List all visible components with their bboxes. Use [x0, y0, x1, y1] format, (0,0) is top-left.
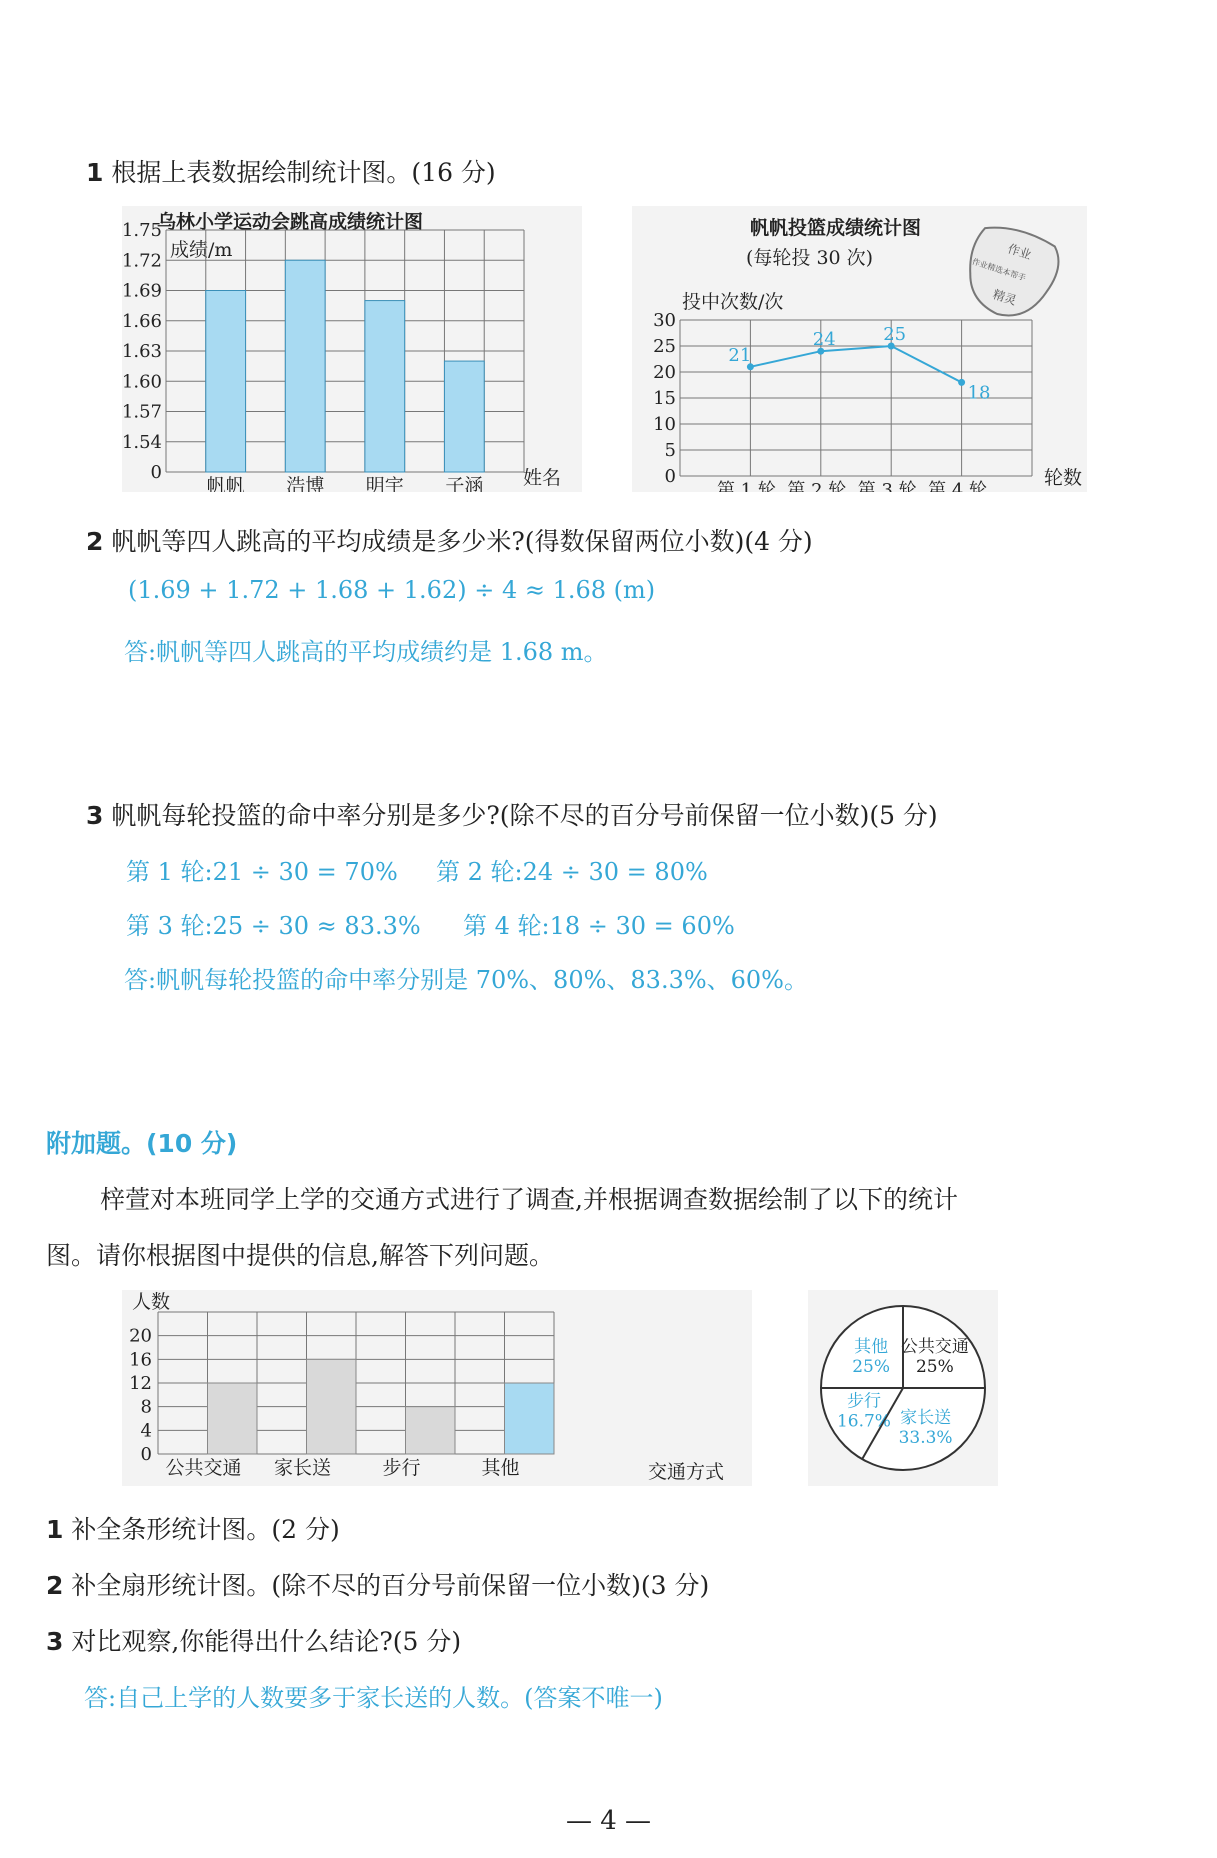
y-tick-label: 1.54 — [122, 431, 162, 453]
data-label: 18 — [967, 382, 991, 404]
sub-question-3 — [46, 1622, 461, 1658]
question-number: 1 — [86, 158, 104, 187]
x-tick-label: 帆帆 — [206, 475, 245, 492]
question-text: 对比观察,你能得出什么结论?(5 分) — [71, 1627, 462, 1656]
bar — [505, 1383, 555, 1454]
stamp-middle: 作业精选本帮手 — [970, 256, 1027, 283]
stamp-bottom: 精灵 — [991, 287, 1019, 308]
y-tick-label: 20 — [129, 1325, 152, 1347]
chart-title: 帆帆投篮成绩统计图 — [750, 217, 922, 239]
question-text: 帆帆每轮投篮的命中率分别是多少?(除不尽的百分号前保留一位小数)(5 分) — [111, 801, 938, 830]
y-tick-label: 25 — [653, 336, 676, 357]
question-number: 2 — [86, 527, 104, 556]
question-3 — [86, 796, 938, 832]
y-ticks — [653, 310, 676, 487]
y-tick-label: 10 — [653, 414, 676, 435]
answer-3-conclusion: 答:帆帆每轮投篮的命中率分别是 70%、80%、83.3%、60%。 — [124, 966, 808, 994]
series — [728, 324, 990, 403]
answer-extra-conclusion: 答:自己上学的人数要多于家长送的人数。(答案不唯一) — [84, 1684, 663, 1712]
x-ticks — [207, 475, 484, 492]
x-axis-label: 姓名 — [523, 467, 562, 489]
bar — [206, 291, 246, 473]
x-tick-label: 第 2 轮 — [787, 480, 847, 492]
bar — [307, 1359, 357, 1454]
y-tick-label: 12 — [129, 1373, 152, 1394]
page-number: — 4 — — [565, 1806, 652, 1836]
x-tick-label: 浩博 — [286, 475, 325, 492]
transport-bar-chart — [122, 1290, 752, 1486]
pie — [821, 1306, 985, 1470]
extra-heading: 附加题。(10 分) — [46, 1129, 238, 1158]
slice-label: 33.3% — [898, 1428, 953, 1449]
extra-intro-line-2: 图。请你根据图中提供的信息,解答下列问题。 — [46, 1241, 554, 1270]
chart-title: 乌林小学运动会跳高成绩统计图 — [157, 211, 424, 233]
y-tick-label: 15 — [653, 388, 676, 409]
stamp — [956, 219, 1065, 328]
y-ticks — [129, 1326, 152, 1465]
question-text: 补全扇形统计图。(除不尽的百分号前保留一位小数)(3 分) — [71, 1571, 710, 1600]
x-tick-label: 子涵 — [445, 475, 484, 492]
question-text: 补全条形统计图。(2 分) — [71, 1515, 340, 1544]
high-jump-chart — [122, 206, 582, 492]
y-tick-label: 1.75 — [122, 220, 162, 241]
answer-2-calculation: (1.69 + 1.72 + 1.68 + 1.62) ÷ 4 ≈ 1.68 (m) — [128, 576, 656, 604]
answer-3-round-3: 第 3 轮:25 ÷ 30 ≈ 83.3% — [126, 912, 421, 940]
x-tick-label: 步行 — [382, 1457, 421, 1479]
y-tick-label: 1.69 — [122, 280, 162, 302]
x-tick-label: 公共交通 — [165, 1457, 242, 1479]
answer-3-round-1: 第 1 轮:21 ÷ 30 = 70% — [126, 858, 398, 886]
shooting-chart — [632, 206, 1087, 492]
y-tick-label: 1.57 — [122, 401, 162, 423]
y-tick-label: 0 — [150, 462, 162, 483]
y-tick-label: 4 — [140, 1420, 152, 1442]
x-tick-label: 第 4 轮 — [928, 480, 988, 492]
y-ticks — [122, 220, 162, 483]
y-axis-label: 成绩/m — [170, 239, 233, 261]
chart-subtitle: (每轮投 30 次) — [746, 247, 874, 269]
bar — [406, 1407, 456, 1454]
x-tick-label: 第 1 轮 — [716, 480, 776, 492]
bar — [365, 301, 405, 472]
bar — [444, 361, 484, 472]
slice-name: 其他 — [854, 1337, 889, 1358]
slice-label: 25% — [852, 1357, 891, 1378]
y-tick-label: 1.66 — [122, 310, 162, 332]
series-line — [750, 346, 961, 382]
y-tick-label: 0 — [140, 1444, 152, 1465]
x-axis-label: 轮数 — [1044, 467, 1083, 489]
data-label: 21 — [728, 344, 752, 366]
stamp-top: 作业 — [1005, 241, 1034, 263]
y-tick-label: 1.60 — [122, 371, 162, 393]
answer-3-round-2: 第 2 轮:24 ÷ 30 = 80% — [436, 858, 708, 886]
data-point — [958, 379, 965, 386]
question-number: 2 — [46, 1571, 64, 1600]
y-tick-label: 1.72 — [122, 250, 162, 272]
question-text: 根据上表数据绘制统计图。(16 分) — [111, 158, 496, 187]
y-tick-label: 16 — [129, 1349, 152, 1371]
x-tick-label: 明宇 — [365, 475, 404, 492]
y-tick-label: 0 — [664, 466, 676, 487]
extra-intro-line-1: 梓萱对本班同学上学的交通方式进行了调查,并根据调查数据绘制了以下的统计 — [100, 1185, 958, 1214]
transport-bar-chart-svg — [122, 1290, 752, 1486]
y-tick-label: 30 — [653, 310, 676, 331]
question-2 — [86, 522, 813, 558]
data-label: 24 — [812, 329, 836, 351]
sub-question-1 — [46, 1510, 340, 1546]
y-tick-label: 5 — [664, 440, 676, 461]
slice-label: 16.7% — [836, 1411, 891, 1432]
y-axis-label: 人数 — [132, 1291, 171, 1313]
slice-label: 25% — [915, 1357, 954, 1378]
question-number: 1 — [46, 1515, 64, 1544]
transport-pie-chart-svg — [808, 1290, 998, 1486]
answer-3-round-4: 第 4 轮:18 ÷ 30 = 60% — [463, 912, 735, 940]
answer-2-conclusion: 答:帆帆等四人跳高的平均成绩约是 1.68 m。 — [124, 638, 608, 666]
x-axis-label: 交通方式 — [648, 1461, 725, 1483]
bar — [285, 260, 325, 472]
question-1 — [86, 153, 496, 189]
x-tick-label: 家长送 — [273, 1457, 332, 1479]
x-tick-label: 其他 — [481, 1457, 520, 1479]
data-label: 25 — [883, 324, 907, 345]
high-jump-chart-svg — [122, 206, 582, 492]
slice-name: 家长送 — [900, 1408, 952, 1429]
question-number: 3 — [46, 1627, 64, 1656]
bars — [206, 260, 484, 472]
slice-name: 步行 — [846, 1391, 881, 1412]
x-ticks — [165, 1457, 519, 1479]
sub-question-2 — [46, 1566, 709, 1602]
x-tick-label: 第 3 轮 — [857, 480, 917, 492]
slice-name: 公共交通 — [900, 1337, 969, 1358]
question-number: 3 — [86, 801, 104, 830]
y-tick-label: 20 — [653, 362, 676, 383]
transport-pie-chart — [808, 1290, 998, 1486]
y-tick-label: 1.63 — [122, 341, 162, 362]
bar — [208, 1383, 258, 1454]
x-ticks — [717, 480, 987, 492]
y-axis-label: 投中次数/次 — [682, 291, 784, 313]
y-tick-label: 8 — [140, 1396, 152, 1418]
question-text: 帆帆等四人跳高的平均成绩是多少米?(得数保留两位小数)(4 分) — [111, 527, 813, 556]
shooting-chart-svg — [632, 206, 1087, 492]
